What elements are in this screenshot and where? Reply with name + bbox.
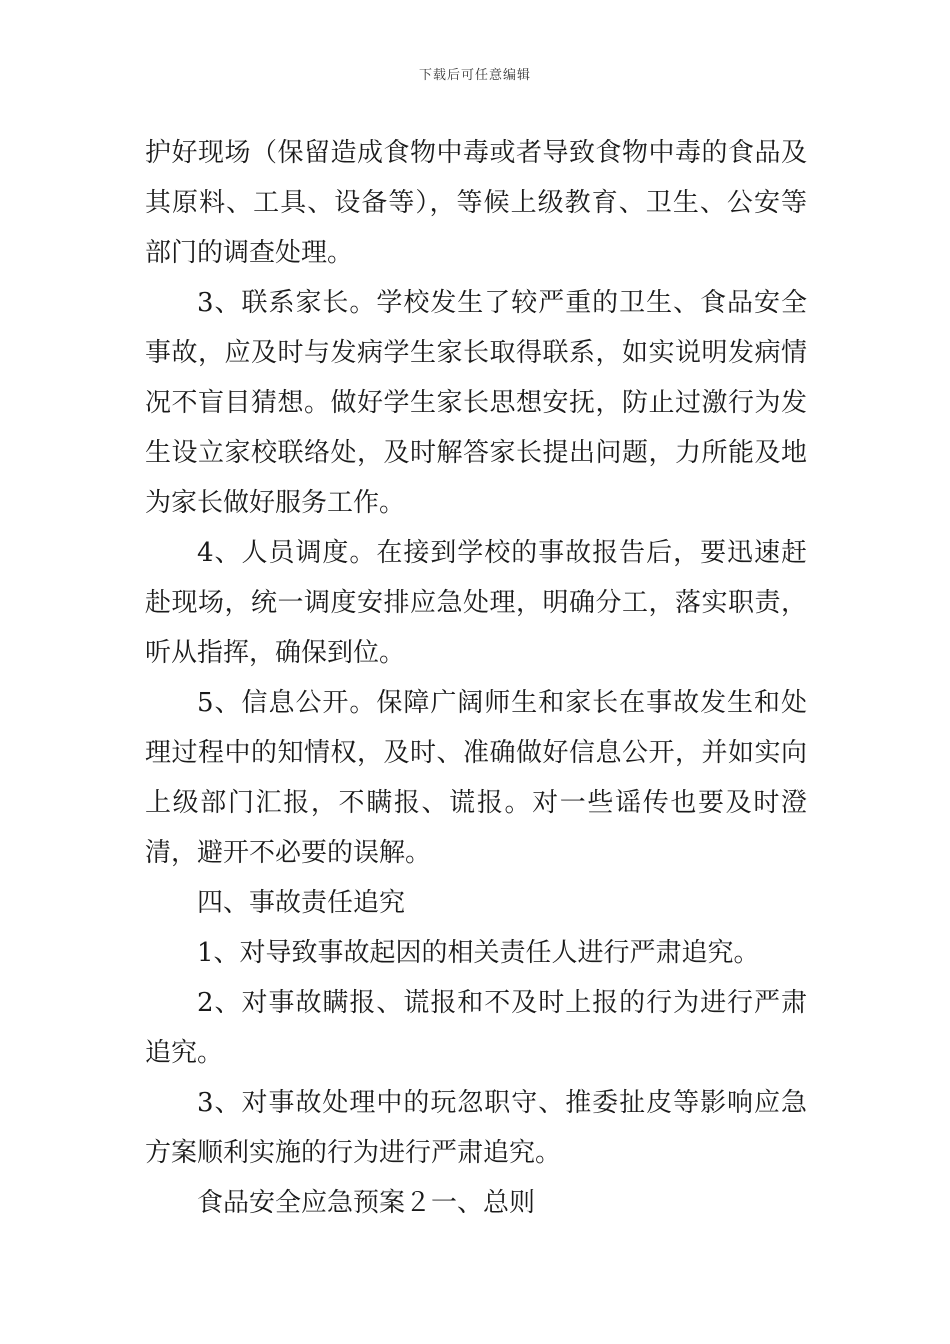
paragraph-contact-parents: 3、联系家长。学校发生了较严重的卫生、食品安全事故，应及时与发病学生家长取得联系，如实说明发病情况不盲目猜想。做好学生家长思想安抚，防止过激行为发生设立家校联络处，及时解答家长提出问题，力所能及地为家长做好服务工作。 xyxy=(145,288,807,518)
document-body xyxy=(145,128,807,1228)
section-heading-accountability: 四、事故责任追究 xyxy=(197,888,406,918)
paragraph-accountability-1: 1、对导致事故起因的相关责任人进行严肃追究。 xyxy=(197,938,760,968)
paragraph-accountability-2: 2、对事故瞒报、谎报和不及时上报的行为进行严肃追究。 xyxy=(145,988,807,1068)
section-heading-plan-2: 食品安全应急预案２一、总则 xyxy=(197,1188,536,1218)
paragraph-information-disclosure: 5、信息公开。保障广阔师生和家长在事故发生和处理过程中的知情权，及时、准确做好信息公开，并如实向上级部门汇报，不瞒报、谎报。对一些谣传也要及时澄清，避开不必要的误解。 xyxy=(145,688,807,868)
paragraph-accountability-3: 3、对事故处理中的玩忽职守、推委扯皮等影响应急方案顺利实施的行为进行严肃追究。 xyxy=(145,1088,807,1168)
paragraph-continuation: 护好现场（保留造成食物中毒或者导致食物中毒的食品及其原料、工具、设备等），等候上级教育、卫生、公安等部门的调查处理。 xyxy=(145,138,807,268)
page-header: 下载后可任意编辑 xyxy=(418,68,531,83)
paragraph-staff-dispatch: 4、人员调度。在接到学校的事故报告后，要迅速赶赴现场，统一调度安排应急处理，明确分工，落实职责，听从指挥，确保到位。 xyxy=(145,538,807,668)
